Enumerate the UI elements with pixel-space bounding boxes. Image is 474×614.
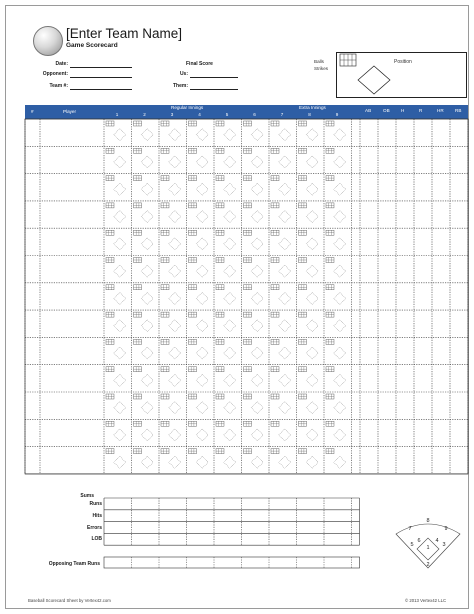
base-diamond bbox=[306, 238, 318, 250]
base-diamond bbox=[169, 156, 181, 168]
base-diamond bbox=[251, 347, 263, 359]
base-diamond bbox=[141, 292, 153, 304]
team-number-label: Team #: bbox=[49, 83, 68, 89]
position-diamond bbox=[358, 66, 390, 94]
base-diamond bbox=[169, 320, 181, 332]
base-diamond bbox=[114, 238, 126, 250]
base-diamond bbox=[169, 238, 181, 250]
base-diamond bbox=[114, 265, 126, 277]
inning-8-header: 8 bbox=[308, 112, 311, 117]
base-diamond bbox=[141, 456, 153, 468]
base-diamond bbox=[279, 183, 291, 195]
base-diamond bbox=[114, 183, 126, 195]
base-diamond bbox=[279, 347, 291, 359]
base-diamond bbox=[114, 456, 126, 468]
base-diamond bbox=[224, 211, 236, 223]
base-diamond bbox=[334, 129, 346, 141]
balls-label: Balls bbox=[314, 59, 324, 64]
base-diamond bbox=[334, 402, 346, 414]
base-diamond bbox=[169, 265, 181, 277]
base-diamond bbox=[141, 156, 153, 168]
base-diamond bbox=[114, 320, 126, 332]
totals-hits-label: Hits bbox=[92, 512, 102, 519]
base-diamond bbox=[224, 183, 236, 195]
them-label: Them: bbox=[173, 83, 188, 89]
base-diamond bbox=[141, 402, 153, 414]
base-diamond bbox=[114, 429, 126, 441]
totals-errors-label: Errors bbox=[86, 524, 102, 531]
inning-4-header: 4 bbox=[198, 112, 201, 117]
base-diamond bbox=[114, 292, 126, 304]
field-position-1: 1 bbox=[426, 545, 430, 551]
base-diamond bbox=[169, 429, 181, 441]
base-diamond bbox=[196, 156, 208, 168]
base-diamond bbox=[196, 429, 208, 441]
base-diamond bbox=[306, 265, 318, 277]
opponent-label: Opponent: bbox=[42, 71, 68, 77]
base-diamond bbox=[334, 265, 346, 277]
base-diamond bbox=[306, 156, 318, 168]
base-diamond bbox=[141, 238, 153, 250]
base-diamond bbox=[169, 456, 181, 468]
us-label: Us: bbox=[179, 71, 188, 77]
base-diamond bbox=[224, 429, 236, 441]
base-diamond bbox=[196, 265, 208, 277]
base-diamond bbox=[114, 402, 126, 414]
base-diamond bbox=[169, 374, 181, 386]
base-diamond bbox=[196, 129, 208, 141]
grid-border bbox=[25, 119, 468, 474]
base-diamond bbox=[141, 183, 153, 195]
regular-innings-header: Regular Innings bbox=[171, 105, 204, 110]
inning-2-header: 2 bbox=[143, 112, 146, 117]
field-position-3: 3 bbox=[442, 542, 446, 548]
inning-1-header: 1 bbox=[115, 112, 119, 117]
base-diamond bbox=[251, 429, 263, 441]
base-diamond bbox=[224, 456, 236, 468]
base-diamond bbox=[169, 292, 181, 304]
base-diamond bbox=[279, 292, 291, 304]
field-position-2: 2 bbox=[426, 562, 430, 568]
base-diamond bbox=[169, 347, 181, 359]
stat-ab-header: AB bbox=[365, 108, 372, 113]
extra-innings-header: Extra Innings bbox=[299, 105, 326, 110]
base-diamond bbox=[334, 374, 346, 386]
base-diamond bbox=[224, 347, 236, 359]
field-position-8: 8 bbox=[426, 518, 430, 524]
base-diamond bbox=[334, 429, 346, 441]
stat-h-header: H bbox=[401, 108, 405, 113]
base-diamond bbox=[251, 456, 263, 468]
base-diamond bbox=[196, 456, 208, 468]
inning-7-header: 7 bbox=[280, 112, 284, 117]
base-diamond bbox=[114, 156, 126, 168]
stat-r-header: R bbox=[419, 108, 423, 113]
base-diamond bbox=[279, 129, 291, 141]
base-diamond bbox=[141, 129, 153, 141]
inning-5-header: 5 bbox=[225, 112, 229, 117]
base-diamond bbox=[114, 374, 126, 386]
stat-rb-header: RB bbox=[455, 108, 462, 113]
field-position-6: 6 bbox=[417, 538, 421, 544]
base-diamond bbox=[306, 129, 318, 141]
field-position-5: 5 bbox=[410, 542, 414, 548]
base-diamond bbox=[224, 265, 236, 277]
stat-hr-header: HR bbox=[437, 108, 444, 113]
base-diamond bbox=[169, 183, 181, 195]
base-diamond bbox=[141, 429, 153, 441]
base-diamond bbox=[306, 429, 318, 441]
base-diamond bbox=[196, 183, 208, 195]
base-diamond bbox=[251, 374, 263, 386]
base-diamond bbox=[114, 211, 126, 223]
base-diamond bbox=[251, 292, 263, 304]
base-diamond bbox=[279, 456, 291, 468]
base-diamond bbox=[251, 265, 263, 277]
base-diamond bbox=[279, 374, 291, 386]
base-diamond bbox=[334, 211, 346, 223]
base-diamond bbox=[224, 374, 236, 386]
base-diamond bbox=[251, 320, 263, 332]
base-diamond bbox=[279, 156, 291, 168]
inning-3-header: 3 bbox=[170, 112, 174, 117]
field-position-9: 9 bbox=[444, 526, 448, 532]
base-diamond bbox=[334, 456, 346, 468]
base-diamond bbox=[224, 320, 236, 332]
opposing-team-runs-label: Opposing Team Runs bbox=[48, 561, 100, 567]
base-diamond bbox=[334, 238, 346, 250]
totals-lob-label: LOB bbox=[91, 536, 102, 543]
base-diamond bbox=[141, 320, 153, 332]
base-diamond bbox=[279, 402, 291, 414]
base-diamond bbox=[196, 238, 208, 250]
base-diamond bbox=[251, 402, 263, 414]
base-diamond bbox=[141, 374, 153, 386]
footer-credit[interactable]: Baseball Scorecard Sheet by Vertex42.com bbox=[28, 598, 111, 603]
base-diamond bbox=[224, 156, 236, 168]
base-diamond bbox=[279, 429, 291, 441]
base-diamond bbox=[306, 347, 318, 359]
strikes-label: Strikes bbox=[314, 66, 329, 71]
field-position-7: 7 bbox=[408, 526, 412, 532]
field-position-4: 4 bbox=[435, 538, 439, 544]
base-diamond bbox=[251, 156, 263, 168]
base-diamond bbox=[196, 402, 208, 414]
base-diamond bbox=[251, 129, 263, 141]
base-diamond bbox=[196, 292, 208, 304]
base-diamond bbox=[306, 374, 318, 386]
base-diamond bbox=[196, 347, 208, 359]
base-diamond bbox=[224, 402, 236, 414]
base-diamond bbox=[306, 402, 318, 414]
position-label: Position bbox=[394, 59, 412, 65]
base-diamond bbox=[196, 211, 208, 223]
base-diamond bbox=[279, 211, 291, 223]
base-diamond bbox=[279, 238, 291, 250]
col-player-header: Player bbox=[63, 109, 77, 114]
base-diamond bbox=[334, 292, 346, 304]
base-diamond bbox=[141, 211, 153, 223]
base-diamond bbox=[224, 129, 236, 141]
base-diamond bbox=[169, 402, 181, 414]
base-diamond bbox=[251, 211, 263, 223]
inning-9-header: 9 bbox=[335, 112, 339, 117]
opposing-runs-row bbox=[104, 557, 360, 568]
stat-ob-header: OB bbox=[383, 108, 390, 113]
scorecard-subtitle: Game Scorecard bbox=[66, 42, 118, 49]
base-diamond bbox=[251, 238, 263, 250]
base-diamond bbox=[224, 238, 236, 250]
base-diamond bbox=[306, 211, 318, 223]
base-diamond bbox=[279, 265, 291, 277]
base-diamond bbox=[306, 320, 318, 332]
col-number-header: # bbox=[31, 109, 34, 114]
base-diamond bbox=[169, 211, 181, 223]
date-label: Date: bbox=[55, 61, 68, 67]
sums-heading: Sums bbox=[80, 493, 94, 499]
team-name-title[interactable]: [Enter Team Name] bbox=[66, 26, 183, 41]
base-diamond bbox=[169, 129, 181, 141]
footer-copyright: © 2013 Vertex42 LLC bbox=[405, 598, 447, 603]
base-diamond bbox=[224, 292, 236, 304]
base-diamond bbox=[334, 320, 346, 332]
base-diamond bbox=[306, 456, 318, 468]
totals-runs-label: Runs bbox=[89, 501, 102, 507]
final-score-label: Final Score bbox=[186, 61, 213, 67]
inning-6-header: 6 bbox=[253, 112, 256, 117]
base-diamond bbox=[306, 292, 318, 304]
base-diamond bbox=[114, 129, 126, 141]
base-diamond bbox=[251, 183, 263, 195]
base-diamond bbox=[141, 265, 153, 277]
base-diamond bbox=[306, 183, 318, 195]
base-diamond bbox=[141, 347, 153, 359]
base-diamond bbox=[196, 320, 208, 332]
base-diamond bbox=[279, 320, 291, 332]
base-diamond bbox=[334, 347, 346, 359]
base-diamond bbox=[114, 347, 126, 359]
base-diamond bbox=[196, 374, 208, 386]
base-diamond bbox=[334, 156, 346, 168]
base-diamond bbox=[334, 183, 346, 195]
